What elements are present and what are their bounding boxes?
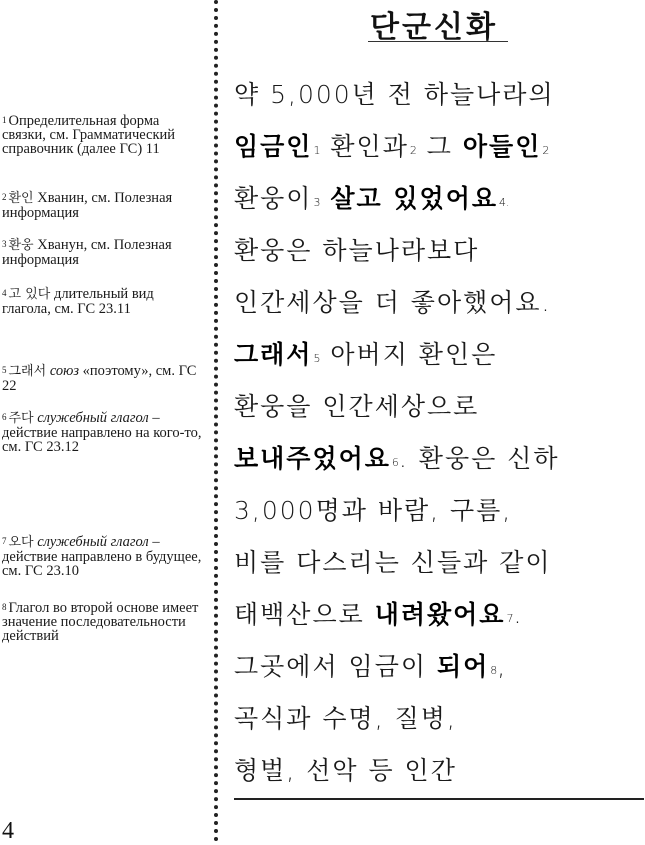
title-underline (368, 41, 508, 42)
story-text: 환인과 (320, 132, 409, 161)
story-line-5 (234, 286, 642, 320)
footnote-term: 환인 (8, 191, 34, 206)
footnote-term: 환웅 (8, 238, 34, 253)
footnote-term: 주다 (8, 411, 34, 426)
footnote-term: 고 있다 (8, 287, 51, 302)
glossed-word: 살고 있었어요 (330, 184, 499, 213)
footnote-number: 2 (2, 192, 7, 202)
footnote-text: длительный вид глагола, см. ГС 23.11 (2, 286, 154, 317)
footnote-term: 그래서 (8, 364, 47, 379)
footnote-text: Хванин, см. Полезная информация (2, 190, 173, 221)
story-text: . (513, 600, 524, 629)
story-text (320, 184, 330, 213)
footnote-4 (2, 287, 202, 316)
glossed-word: 내려왔어요 (374, 600, 506, 629)
footnote-emphasis: служебный глагол (33, 534, 149, 550)
story-line-2 (234, 130, 642, 164)
footnote-ref: 6 (391, 456, 399, 469)
dotted-divider (214, 0, 218, 842)
page-number: 4 (2, 818, 14, 844)
glossed-word: 임금인 (234, 132, 313, 161)
story-line-3 (234, 182, 642, 216)
story-text: . 환웅은 신하 (398, 444, 560, 473)
story-text: 인간세상을 더 좋아했어요. (234, 288, 552, 317)
story-text: 3,000명과 바람, 구름, (234, 496, 513, 525)
footnote-ref: 4. (499, 196, 510, 209)
story-text: 아버지 환인은 (320, 340, 498, 369)
story-line-7 (234, 390, 642, 424)
footnote-ref: 2 (409, 144, 417, 157)
footnote-8 (2, 601, 202, 643)
footnote-number: 7 (2, 536, 7, 546)
story-text: 비를 다스리는 신들과 같이 (234, 548, 552, 577)
glossed-word: 아들인 (462, 132, 542, 161)
footnote-ref: 1 (313, 144, 321, 157)
story-line-12 (234, 650, 642, 684)
footnote-2 (2, 191, 202, 220)
footnote-1 (2, 114, 202, 156)
footnote-text: – действие направлено в будущее, см. ГС 23.10 (2, 534, 202, 579)
footnote-text: Глагол во второй основе имеет значение последовательности действий (2, 600, 199, 644)
footnote-number: 1 (2, 115, 7, 125)
footnote-number: 8 (2, 602, 7, 612)
footnote-text: Определительная форма связки, см. Грамматический справочник (далее ГС) 11 (2, 113, 176, 157)
glossed-word: 되어 (436, 652, 490, 681)
story-text: 환웅은 하늘나라보다 (234, 236, 480, 265)
glossed-word: 보내주었어요 (234, 444, 391, 473)
footnote-number: 5 (2, 365, 7, 375)
glossed-word: 그래서 (234, 340, 313, 369)
story-text: 그 (416, 132, 463, 161)
footnote-number: 4 (2, 288, 7, 298)
story-text: 그곳에서 임금이 (234, 652, 437, 681)
footnote-ref: 2 (542, 144, 550, 157)
footnote-7 (2, 535, 202, 578)
footnote-text: Хванун, см. Полезная информация (2, 237, 172, 268)
story-text: 형벌, 선악 등 인간 (234, 756, 457, 785)
footnotes-column (0, 0, 205, 842)
footnote-5 (2, 364, 202, 393)
story-line-6 (234, 338, 642, 372)
footnote-ref: 8 (490, 664, 498, 677)
story-line-14 (234, 754, 642, 788)
footnote-6 (2, 411, 202, 454)
bottom-rule (234, 798, 644, 800)
footnote-text: «поэтому», см. ГС 22 (2, 363, 197, 394)
footnote-number: 6 (2, 412, 7, 422)
story-text: 환웅을 인간세상으로 (234, 392, 480, 421)
story-line-4 (234, 234, 642, 268)
story-line-8 (234, 442, 642, 476)
story-column (222, 0, 645, 842)
story-line-1 (234, 78, 642, 112)
story-line-11 (234, 598, 642, 632)
footnote-text: – действие направлено на кого-то, см. ГС 23.12 (2, 410, 202, 455)
footnote-3 (2, 238, 202, 267)
footnote-ref: 3 (313, 196, 321, 209)
story-text: 곡식과 수명, 질병, (234, 704, 457, 733)
footnote-emphasis: служебный глагол (33, 410, 149, 426)
story-text: , (497, 652, 508, 681)
story-line-13 (234, 702, 642, 736)
footnote-emphasis: союз (46, 363, 80, 379)
footnote-term: 오다 (8, 535, 34, 550)
story-text: 태백산으로 (234, 600, 375, 629)
footnote-number: 3 (2, 239, 7, 249)
story-text: 환웅이 (234, 184, 313, 213)
footnote-ref: 7 (506, 612, 514, 625)
story-text: 약 5,000년 전 하늘나라의 (234, 80, 555, 109)
story-line-10 (234, 546, 642, 580)
story-line-9 (234, 494, 642, 528)
page-title: 단군신화 (370, 10, 498, 45)
footnote-ref: 5 (313, 352, 321, 365)
